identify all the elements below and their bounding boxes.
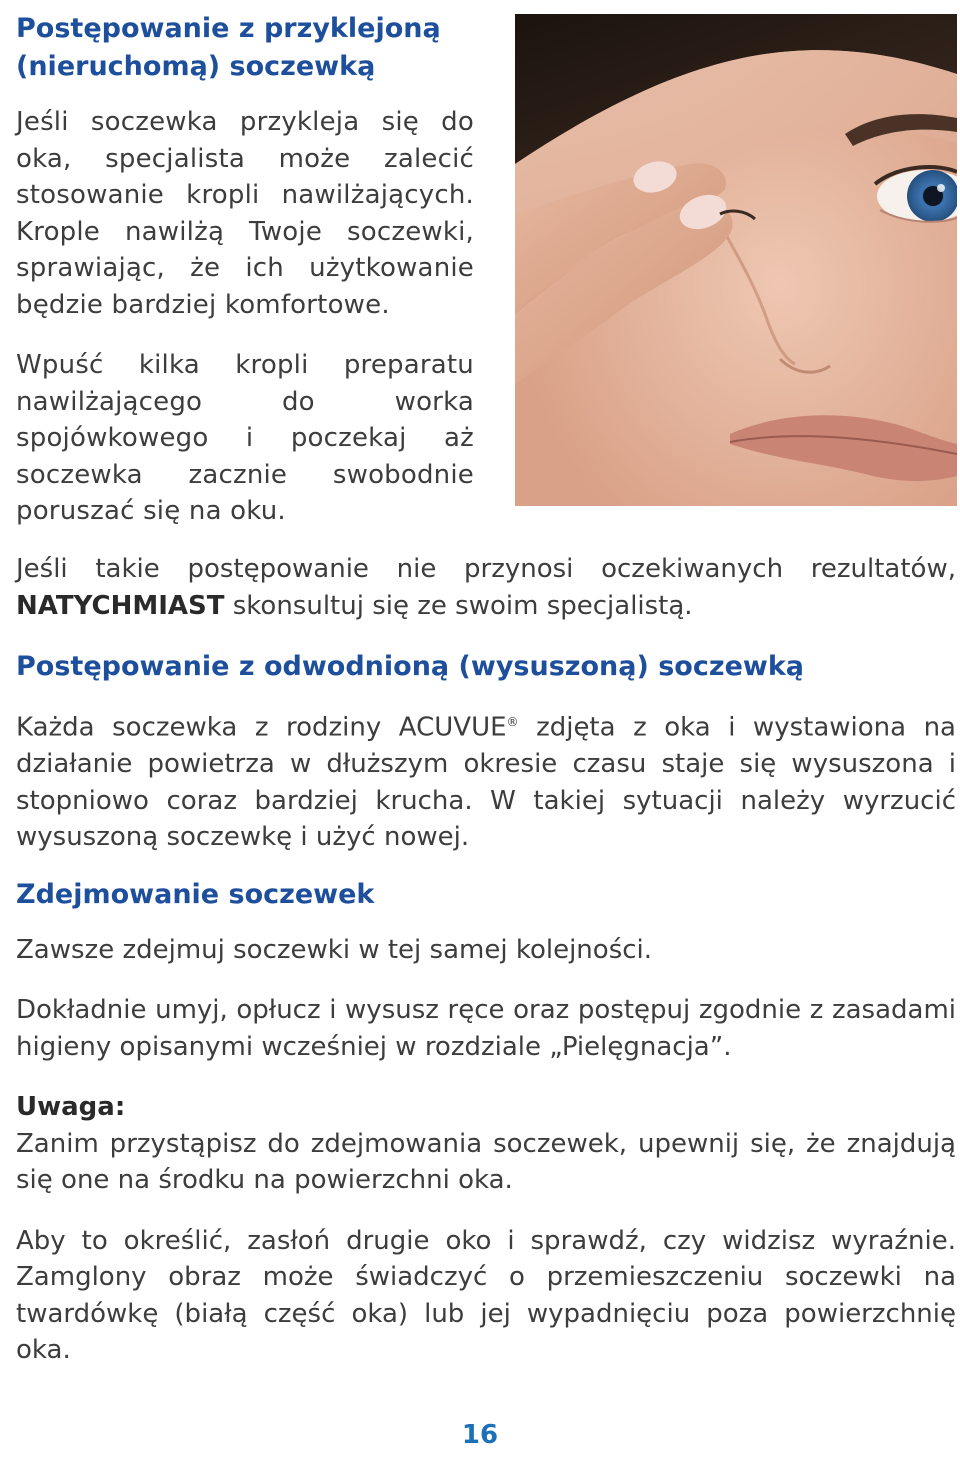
note-label: Uwaga: <box>16 1092 126 1123</box>
top-block <box>16 10 956 537</box>
document-page <box>16 10 956 1369</box>
paragraph-consult <box>16 551 956 624</box>
paragraph-order: Zawsze zdejmuj soczewki w tej samej kolejności. <box>16 934 653 965</box>
eye-photo <box>515 14 957 506</box>
dehydrated-lead-text: Każda soczewka z rodziny ACUVUE <box>16 712 507 743</box>
consult-emphasis: NATYCHMIAST <box>16 590 225 621</box>
paragraph-dehydrated <box>16 704 956 856</box>
heading-line-1: Postępowanie z przyklejoną <box>16 13 441 44</box>
section-heading-removal: Zdejmowanie soczewek <box>16 878 375 910</box>
paragraph-drops: Jeśli soczewka przykleja się do oka, specjalista może zalecić stosowanie kropli nawilżających. Krople nawilżą Twoje soczewki, sprawiając, że ich użytkowanie będzie bardziej komfortowe. <box>16 107 474 320</box>
paragraph-hygiene: Dokładnie umyj, opłucz i wysusz ręce oraz postępuj zgodnie z zasadami higieny opisanymi wcześniej w rozdziale „Pielęgnacja”. <box>16 995 956 1062</box>
paragraph-check: Aby to określić, zasłoń drugie oko i sprawdź, czy widzisz wyraźnie. Zamglony obraz może świadczyć o przemieszczeniu soczewki na twardówkę (białą część oka) lub jej wypadnięciu poza powierzchnię oka. <box>16 1225 956 1366</box>
heading-line-2: (nieruchomą) soczewką <box>16 51 376 82</box>
section-heading-stuck-lens <box>16 10 474 86</box>
consult-tail-text: skonsultuj się ze swoim specjalistą. <box>232 590 693 621</box>
registered-mark: ® <box>506 715 519 729</box>
note-text: Zanim przystąpisz do zdejmowania soczewek, upewnij się, że znajdują się one na środku na powierzchni oka. <box>16 1128 956 1196</box>
consult-lead-text: Jeśli takie postępowanie nie przynosi oczekiwanych rezultatów, <box>16 554 956 584</box>
dehydrated-tail-text: zdjęta z oka i wystawiona na działanie powietrza w dłuższym okresie czasu staje się wysuszona i stopniowo coraz bardziej krucha. W takiej sytuacji należy wyrzucić wysuszoną soczewkę i użyć nowej. <box>16 712 956 853</box>
page-number: 16 <box>461 1420 499 1450</box>
paragraph-wait: Wpuść kilka kropli preparatu nawilżającego do worka spojówkowego i poczekaj aż soczewka zacznie swobodnie poruszać się na oku. <box>16 350 474 526</box>
top-text-column <box>16 10 474 530</box>
section-heading-dehydrated-lens: Postępowanie z odwodnioną (wysuszoną) soczewką <box>16 651 804 682</box>
